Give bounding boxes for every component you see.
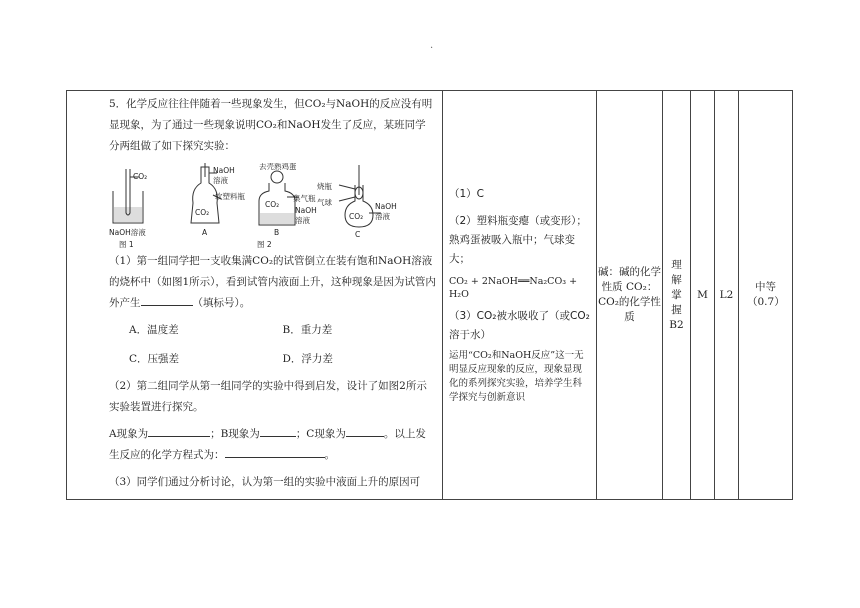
fig-label-fig2: 图 2 [257,240,272,249]
fig-label-sol-b: 溶液 [295,216,310,225]
question-part2: （2）第二组同学从第一组同学的实验中得到启发，设计了如图2所示实验装置进行探究。 [109,380,427,413]
option-a: A．温度差 [129,324,179,336]
fig-label-co2-a: CO₂ [195,208,210,217]
fig-label-naoh-sol: NaOH溶液 [109,228,146,237]
experiment-figures [109,163,436,249]
fig-label-b: B [274,228,280,237]
apparatus-diagram [109,163,429,249]
fig-label-gas-bottle: 集气瓶 [293,194,316,203]
answer-equation: CO₂ + 2NaOH══Na₂CO₃ + H₂O [449,276,578,300]
question-cell [67,91,443,500]
option-list [109,320,436,370]
option-d: D．浮力差 [282,353,333,365]
fig-label-naoh-b: NaOH [295,206,317,215]
fig-label-co2-b: CO₂ [265,200,280,209]
fig-label-naoh-a: NaOH [213,166,235,175]
design-note: 运用“CO₂和NaOH反应”这一无明显反应现象的反应，现象显现化的系列探究实验，培养学生科学探究与创新意识 [449,350,584,403]
option-b: B．重力差 [282,324,333,336]
fig-label-flask: 烧瓶 [317,182,332,191]
fig-label-c: C [355,230,361,239]
option-c: C．压强差 [129,353,180,365]
question-part3: （3）同学们通过分析讨论，认为第一组的实验中液面上升的原因可 [109,476,421,488]
answer-2: （2）塑料瓶变瘪（或变形）；熟鸡蛋被吸入瓶中；气球变大； [449,215,587,265]
knowledge-cell: 碱：碱的化学性质 CO₂：CO₂的化学性质 [597,91,663,500]
fig-label-egg: 去壳熟鸡蛋 [259,163,297,171]
level-cell: L2 [715,91,739,500]
answer-3: （3）CO₂被水吸收了（或CO₂溶于水） [449,310,590,341]
question-part2-blanks: A现象为 ；B现象为 ；C现象为 。以上发生反应的化学方程式为： 。 [109,424,436,466]
question-stem: 5．化学反应往往伴随着一些现象发生，但CO₂与NaOH的反应没有明显现象，为了通过一些现象说明CO₂和NaOH发生了反应，某班同学分两组做了如下探究实验： [109,98,433,152]
answer-1: （1）C [449,188,485,200]
question-table [66,90,793,500]
question-part1: （1）第一组同学把一支收集满CO₂的试管倒立在装有饱和NaOH溶液的烧杯中（如图1所示），看到试管内液面上升，这种现象是因为试管内外产生 （填标号）。 [109,255,436,309]
fig-label-naoh-c: NaOH [375,202,397,211]
m-cell: M [691,91,715,500]
fig-label-plastic: 软塑料瓶 [215,192,245,201]
fig-label-balloon: 气球 [317,198,332,207]
fig-label-fig1: 图 1 [119,240,134,249]
header-dot: . [430,40,434,51]
difficulty-cell: 中等（0.7） [739,91,793,500]
answer-cell [443,91,597,500]
fig-label-a: A [202,228,208,237]
fig-label-co2-1: CO₂ [133,172,148,181]
fig-label-sol-c: 溶液 [375,212,390,221]
ability-cell: 理解掌握B2 [663,91,691,500]
fig-label-sol-a: 溶液 [213,176,228,185]
fig-label-co2-c: CO₂ [349,212,364,221]
